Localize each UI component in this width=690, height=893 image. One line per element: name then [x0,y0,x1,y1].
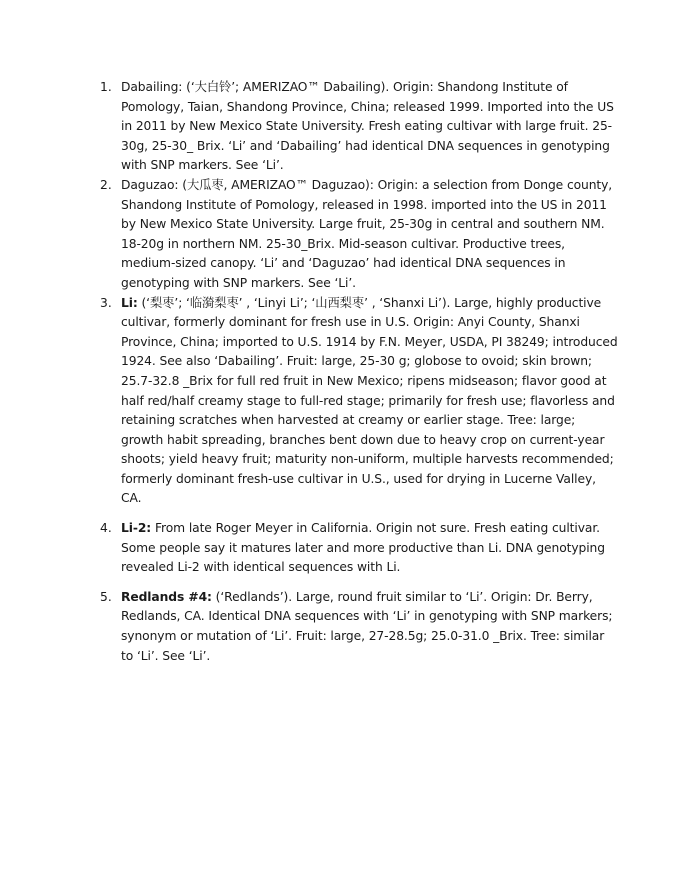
cultivar-description: Dabailing: (‘大白铃’; AMERIZAO™ Dabailing). Origin: Shandong Institute of Pomology, Taian, Shandong Province, China; released 1999. Imported into the US in 2011 by New Mexico State University. Fresh eating cultivar with large fruit. 25-30g, 25-30_ Brix. ‘Li’ and ‘Dabailing’ had identical DNA sequences in genotyping with SNP markers. See ‘Li’. [121,80,614,173]
cultivar-description: (‘Redlands’). Large, round fruit similar to ‘Li’. Origin: Dr. Berry, Redlands, CA. Identical DNA sequences with ‘Li’ in genotyping with SNP markers; synonym or mutation of ‘Li’. Fruit: large, 27-28.5g; 25.0-31.0 _Brix. Tree: similar to ‘Li’. See ‘Li’. [121,589,613,663]
list-item-text [121,78,620,176]
list-item-daguzao [100,176,620,294]
cultivar-name: Li-2: [121,521,152,536]
cultivar-name: Redlands #4: [121,589,212,604]
list-item-text [121,176,620,294]
cultivar-description: (‘梨枣’; ‘临漪梨枣’ , ‘Linyi Li’; ‘山西梨枣’ , ‘Shanxi Li’). Large, highly productive cultivar, formerly dominant for fresh use in U.S. Origin: Anyi County, Shanxi Province, China; imported to U.S. 1914 by F.N. Meyer, USDA, PI 38249; introduced 1924. See also ‘Dabailing’. Fruit: large, 25-30 g; globose to ovoid; skin brown; 25.7-32.8 _Brix for full red fruit in New Mexico; ripens midseason; flavor good at half red/half creamy stage to full-red stage; primarily for fresh use; flavorless and retaining scratches when harvested at creamy or earlier stage. Tree: large; growth habit spreading, branches bent down due to heavy crop on current-year shoots; yield heavy fruit; maturity non-uniform, multiple harvests recommended; formerly dominant fresh-use cultivar in U.S., used for drying in Lucerne Valley, CA. [121,295,618,506]
cultivar-description: From late Roger Meyer in California. Origin not sure. Fresh eating cultivar. Some people say it matures later and more productive than Li. DNA genotyping revealed Li-2 with identical sequences with Li. [121,521,605,575]
cultivar-description: Daguzao: (大瓜枣, AMERIZAO™ Daguzao): Origin: a selection from Donge county, Shandong Institute of Pomology, released in 1998. imported into the US in 2011 by New Mexico State University. Large fruit, 25-30g in central and southern NM. 18-20g in northern NM. 25-30_Brix. Mid-season cultivar. Productive trees, medium-sized canopy. ‘Li’ and ‘Daguzao’ had identical DNA sequences in genotyping with SNP markers. See ‘Li’. [121,177,613,290]
list-number: 3. [100,295,112,310]
list-item-li [100,294,620,510]
list-item-li-2 [100,519,620,578]
list-item-text [121,294,620,510]
list-item-dabailing [100,78,620,176]
list-number: 4. [100,521,112,536]
list-number: 5. [100,589,112,604]
list-item-redlands-4 [100,588,620,666]
list-number: 1. [100,80,112,94]
list-number: 2. [100,177,112,192]
cultivar-name: Li: [121,295,138,310]
list-item-text [121,588,620,666]
list-item-text [121,519,620,578]
